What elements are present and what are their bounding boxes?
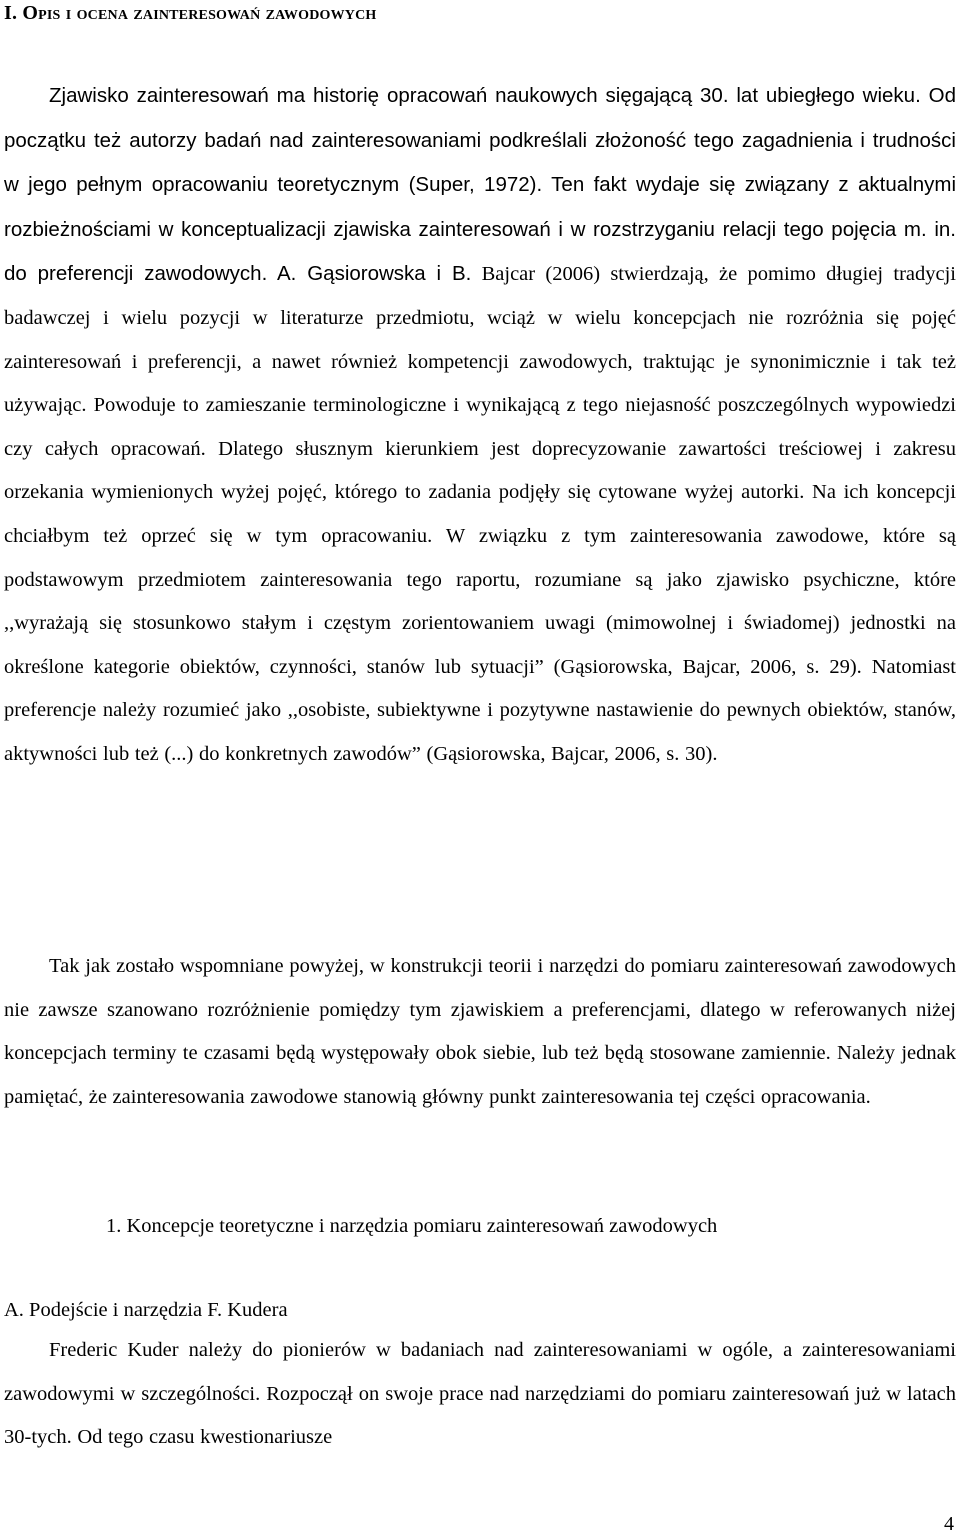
kuder-paragraph: Frederic Kuder należy do pionierów w badaniach nad zainteresowaniami w ogóle, a zainteresowaniami zawodowymi w szczególności. Rozpoczął on swoje prace nad narzędziami do pomiaru zainteresowań już w latach 30-tych. Od tego czasu kwestionariusze bbox=[4, 1339, 956, 1449]
chapter-title: Opis i ocena zainteresowań zawodowych bbox=[22, 2, 377, 24]
terminology-paragraph: Tak jak zostało wspomniane powyżej, w konstrukcji teorii i narzędzi do pomiaru zainteresowań zawodowych nie zawsze szanowano rozróżnienie pomiędzy tym zjawiskiem a preferencjami, dlatego w referowanych niżej koncepcjach terminy te czasami będą występowały obok siebie, lub też będą stosowane zamiennie. Należy jednak pamiętać, że zainteresowania zawodowe stanowią główny punkt zainteresowania tej części opracowania. bbox=[4, 955, 956, 1108]
chapter-number: I. bbox=[4, 2, 18, 24]
subsection-heading: A. Podejście i narzędzia F. Kudera bbox=[4, 1299, 288, 1321]
intro-paragraph bbox=[4, 74, 956, 777]
page-number: 4 bbox=[944, 1513, 954, 1535]
intro-paragraph-serif-part: Bajcar (2006) stwierdzają, że pomimo długiej tradycji badawczej i wielu pozycji w literaturze przedmiotu, wciąż w wielu koncepcjach nie rozróżnia się pojęć zainteresowań i preferencji, a nawet również kompetencji zawodowych, traktując je synonimicznie i tak też używając. Powoduje to zamieszanie terminologiczne i wynikającą z tego niejasność poszczególnych wypowiedzi czy całych opracowań. Dlatego słusznym kierunkiem jest doprecyzowanie zawartości treściowej i zakresu orzekania wymienionych wyżej pojęć, którego to zadania podjęły się cytowane wyżej autorki. Na ich koncepcji chciałbym też oprzeć się w tym opracowaniu. W związku z tym zainteresowania zawodowe, które są podstawowym przedmiotem zainteresowania tego raportu, rozumiane są jako zjawisko psychiczne, które ,,wyrażają się stosunkowo stałym i częstym zorientowaniem uwagi (mimowolnej i świadomej) jednostki na określone kategorie obiektów, czynności, stanów lub sytuacji” (Gąsiorowska, Bajcar, 2006, s. 29). Natomiast preferencje należy rozumieć jako ,,osobiste, subiektywne i pozytywne nastawienie do pewnych obiektów, stanów, aktywności lub też (...) do konkretnych zawodów” (Gąsiorowska, Bajcar, 2006, s. 30). bbox=[4, 263, 956, 765]
chapter-heading bbox=[4, 2, 377, 25]
intro-paragraph-sans-part: Zjawisko zainteresowań ma historię opracowań naukowych sięgającą 30. lat ubiegłego wieku. Od początku też autorzy badań nad zainteresowaniami podkreślali złożoność tego zagadnienia i trudności w jego pełnym opracowaniu teoretycznym (Super, 1972). Ten fakt wydaje się związany z aktualnymi rozbieżnościami w konceptualizacji zjawiska zainteresowań i w rozstrzyganiu relacji tego pojęcia m. in. do preferencji zawodowych. A. Gąsiorowska i B. bbox=[4, 84, 956, 286]
section-heading: 1. Koncepcje teoretyczne i narzędzia pomiaru zainteresowań zawodowych bbox=[106, 1215, 718, 1237]
